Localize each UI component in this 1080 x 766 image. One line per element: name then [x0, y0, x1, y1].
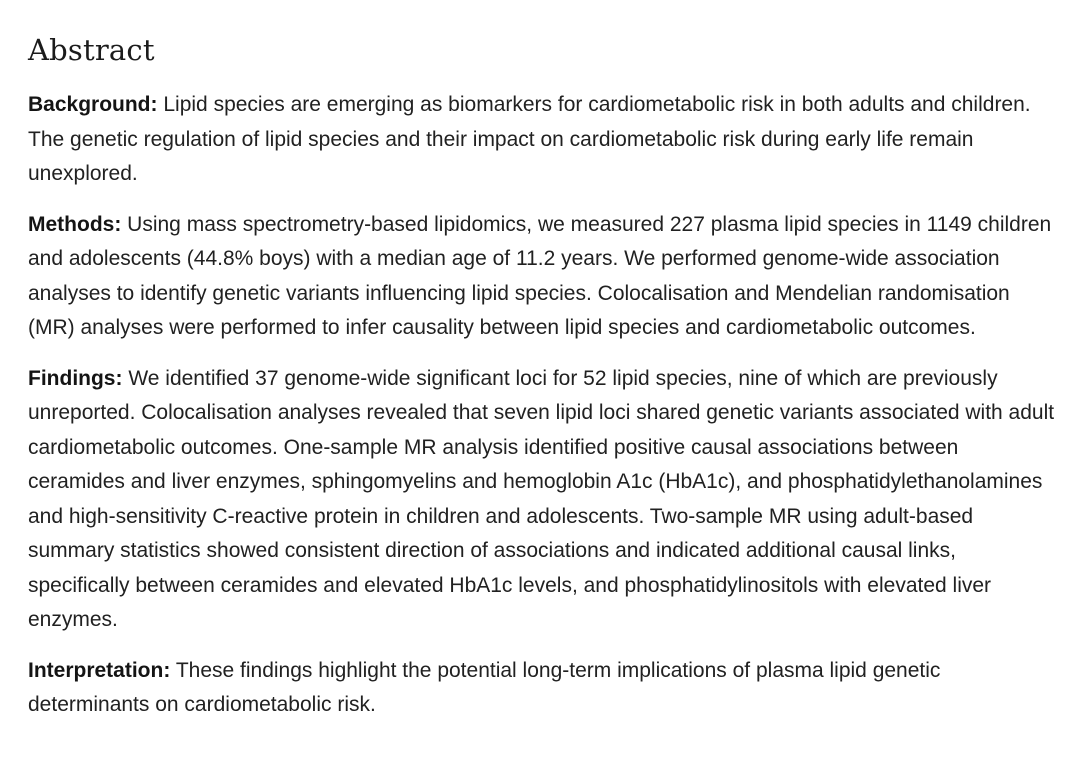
background-paragraph	[28, 88, 1060, 192]
background-text: Lipid species are emerging as biomarkers for cardiometabolic risk in both adults and children. The genetic regulation of lipid species and their impact on cardiometabolic risk during early life remain unexplored.	[28, 93, 1031, 185]
background-label: Background:	[28, 93, 158, 116]
methods-paragraph	[28, 208, 1060, 346]
abstract-title: Abstract	[28, 33, 155, 67]
interpretation-paragraph	[28, 654, 1060, 723]
methods-label: Methods:	[28, 212, 122, 236]
interpretation-text: These findings highlight the potential long-term implications of plasma lipid genetic determinants on cardiometabolic risk.	[28, 658, 941, 716]
findings-paragraph	[28, 362, 1060, 638]
findings-text: We identified 37 genome-wide significant loci for 52 lipid species, nine of which are previously unreported. Colocalisation analyses revealed that seven lipid loci shared genetic variants associated with adult cardiometabolic outcomes. One-sample MR analysis identified positive causal associations between ceramides and liver enzymes, sphingomyelins and hemoglobin A1c (HbA1c), and phosphatidylethanolamines and high-sensitivity C-reactive protein in children and adolescents. Two-sample MR using adult-based summary statistics showed consistent direction of associations and indicated additional causal links, specifically between ceramides and elevated HbA1c levels, and phosphatidylinositols with elevated liver enzymes.	[28, 366, 1055, 631]
interpretation-label: Interpretation:	[28, 658, 171, 682]
methods-text: Using mass spectrometry-based lipidomics, we measured 227 plasma lipid species in 1149 children and adolescents (44.8% boys) with a median age of 11.2 years. We performed genome-wide association analyses to identify genetic variants influencing lipid species. Colocalisation and Mendelian randomisation (MR) analyses were performed to infer causality between lipid species and cardiometabolic outcomes.	[28, 212, 1052, 339]
findings-label: Findings:	[28, 366, 123, 390]
